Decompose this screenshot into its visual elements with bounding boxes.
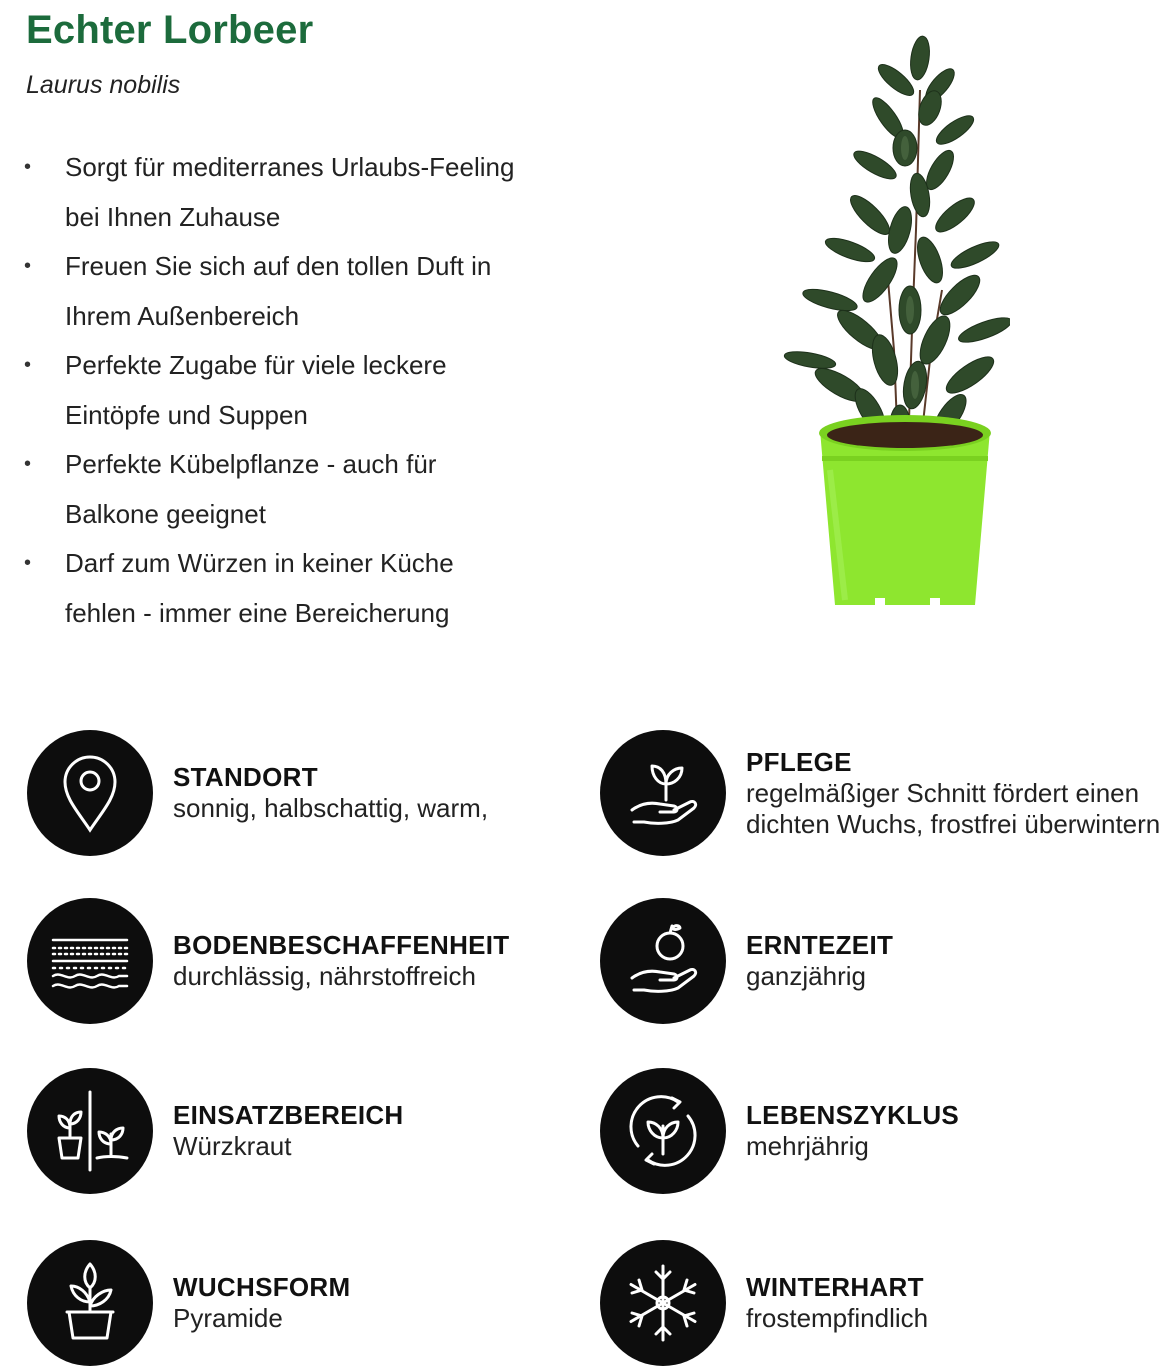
list-item-line: bei Ihnen Zuhause <box>65 201 281 232</box>
feature-icon-circle <box>600 1240 726 1366</box>
list-item <box>24 242 584 341</box>
bullet-icon: • <box>24 552 32 574</box>
feature-icon-circle <box>600 730 726 856</box>
list-item <box>24 143 584 242</box>
feature-ernte <box>600 898 1160 1026</box>
feature-value: Würzkraut <box>173 1131 292 1161</box>
snowflake-icon <box>618 1258 708 1348</box>
list-item <box>24 539 584 638</box>
plant-cycle-icon <box>618 1086 708 1176</box>
feature-icon-circle <box>600 1068 726 1194</box>
benefit-list <box>24 143 584 638</box>
feature-label: LEBENSZYKLUS <box>746 1100 960 1130</box>
soil-layers-icon <box>45 916 135 1006</box>
list-item-line: Freuen Sie sich auf den tollen Duft in <box>65 251 492 281</box>
feature-leben <box>600 1068 1160 1196</box>
hand-seedling-icon <box>618 748 708 838</box>
feature-value: regelmäßiger Schnitt fördert einen <box>746 777 1140 808</box>
product-title: Echter Lorbeer <box>26 8 314 52</box>
feature-icon-circle <box>27 1240 153 1366</box>
list-item-line: fehlen - immer eine Bereicherung <box>65 597 450 628</box>
list-item-line: Balkone geeignet <box>65 498 266 529</box>
list-item <box>24 440 584 539</box>
list-item-line: Perfekte Zugabe für viele leckere <box>65 350 447 380</box>
feature-icon-circle <box>27 898 153 1024</box>
bullet-icon: • <box>24 255 32 277</box>
feature-label: BODENBESCHAFFENHEIT <box>173 930 510 960</box>
feature-label: WUCHSFORM <box>173 1272 351 1302</box>
product-image <box>770 30 1010 620</box>
botanical-name: Laurus nobilis <box>26 71 181 99</box>
feature-standort <box>27 730 587 858</box>
list-item-line: Ihrem Außenbereich <box>65 300 300 331</box>
feature-icon-circle <box>600 898 726 1024</box>
pot-and-ground-plant-icon <box>45 1086 135 1176</box>
hand-fruit-icon <box>618 916 708 1006</box>
feature-winter <box>600 1240 1160 1368</box>
feature-label: STANDORT <box>173 762 318 792</box>
feature-label: WINTERHART <box>746 1272 924 1302</box>
feature-label: ERNTEZEIT <box>746 930 894 960</box>
feature-icon-circle <box>27 730 153 856</box>
feature-value: ganzjährig <box>746 961 866 991</box>
list-item-line: Sorgt für mediterranes Urlaubs-Feeling <box>65 152 515 182</box>
feature-value: dichten Wuchs, frostfrei überwintern <box>746 808 1161 839</box>
bullet-icon: • <box>24 354 32 376</box>
list-item-line: Perfekte Kübelpflanze - auch für <box>65 449 437 479</box>
feature-value: Pyramide <box>173 1303 283 1333</box>
location-pin-icon <box>45 748 135 838</box>
feature-label: PFLEGE <box>746 746 852 777</box>
feature-einsatz <box>27 1068 587 1196</box>
feature-value: mehrjährig <box>746 1131 869 1161</box>
feature-label: EINSATZBEREICH <box>173 1100 404 1130</box>
feature-value: frostempfindlich <box>746 1303 929 1333</box>
bullet-icon: • <box>24 453 32 475</box>
feature-wuchs <box>27 1240 587 1368</box>
bullet-icon: • <box>24 156 32 178</box>
list-item-line: Eintöpfe und Suppen <box>65 399 308 430</box>
feature-value: sonnig, halbschattig, warm, <box>173 793 489 823</box>
feature-boden <box>27 898 587 1026</box>
list-item-line: Darf zum Würzen in keiner Küche <box>65 548 454 578</box>
potted-plant-icon <box>45 1258 135 1348</box>
list-item <box>24 341 584 440</box>
feature-pflege <box>600 730 1160 858</box>
potted-bay-laurel-plant-icon <box>770 30 1010 620</box>
feature-icon-circle <box>27 1068 153 1194</box>
feature-value: durchlässig, nährstoffreich <box>173 961 477 991</box>
